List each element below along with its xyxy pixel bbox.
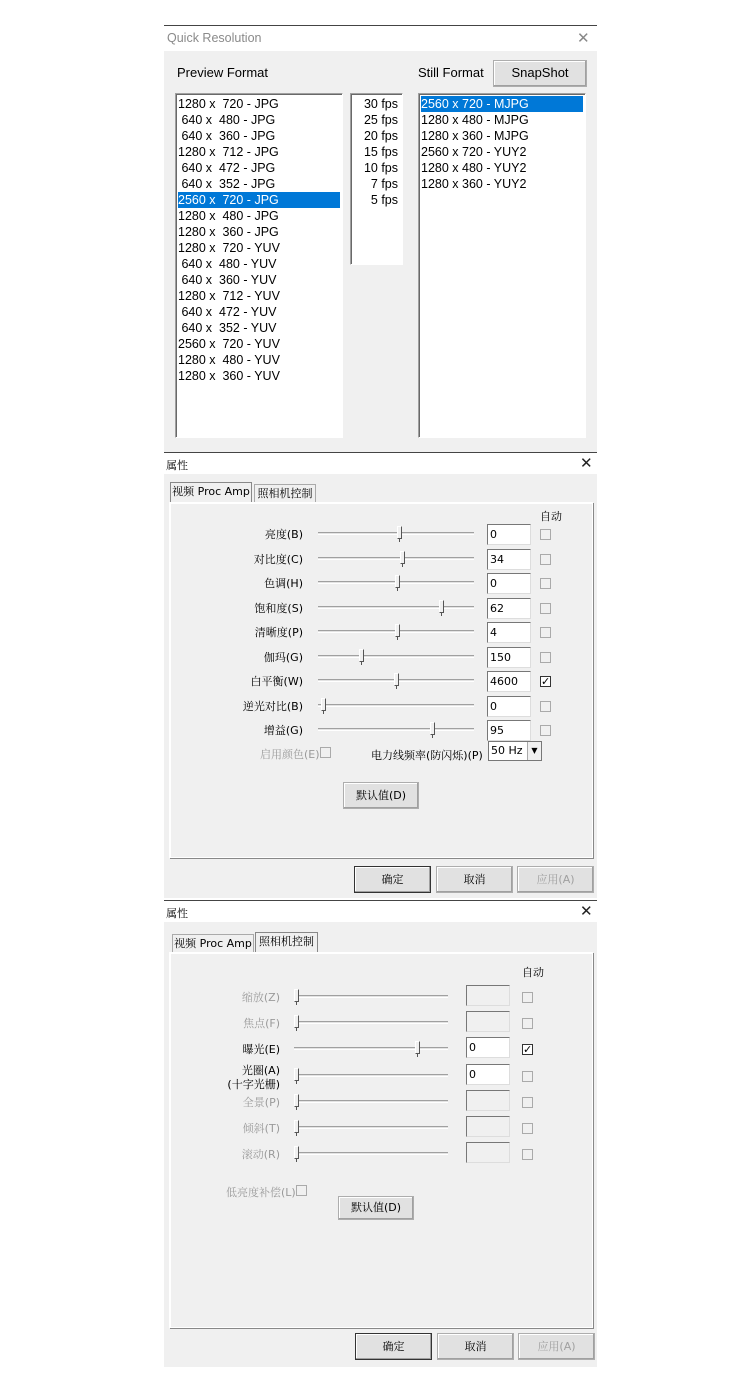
list-item[interactable]: 640 x 480 - YUV xyxy=(178,257,277,271)
title-bar xyxy=(164,900,597,922)
chevron-down-icon[interactable]: ▼ xyxy=(527,742,541,760)
list-item[interactable]: 2560 x 720 - YUV xyxy=(178,337,280,351)
value-field[interactable]: 0 xyxy=(487,573,531,594)
slider-track[interactable] xyxy=(318,606,474,609)
slider-track[interactable] xyxy=(294,1152,448,1155)
slider-thumb[interactable] xyxy=(395,624,400,637)
list-item[interactable]: 1280 x 720 - JPG xyxy=(178,97,279,111)
auto-checkbox[interactable] xyxy=(522,1071,533,1082)
tab-panel xyxy=(169,952,593,1328)
slider-track[interactable] xyxy=(294,1100,448,1103)
property-label: 饱和度(S) xyxy=(254,601,303,615)
default-values-button[interactable]: 默认值(D) xyxy=(343,782,419,809)
property-label: 滚动(R) xyxy=(241,1148,280,1162)
slider-thumb[interactable] xyxy=(400,551,405,564)
slider-thumb[interactable] xyxy=(395,575,400,588)
cancel-button[interactable]: 取消 xyxy=(436,866,513,893)
auto-checkbox[interactable] xyxy=(522,1018,533,1029)
list-item[interactable]: 1280 x 360 - MJPG xyxy=(421,129,529,143)
value-field[interactable]: 0 xyxy=(487,524,531,545)
list-item[interactable]: 2560 x 720 - YUY2 xyxy=(421,145,527,159)
list-item[interactable]: 640 x 352 - YUV xyxy=(178,321,277,335)
slider-track[interactable] xyxy=(318,704,474,707)
list-item[interactable]: 2560 x 720 - MJPG xyxy=(421,96,583,112)
property-label: 色调(H) xyxy=(264,577,303,590)
value-field[interactable]: 4600 xyxy=(487,671,531,692)
slider-track[interactable] xyxy=(294,1126,448,1129)
list-item[interactable]: 1280 x 712 - JPG xyxy=(178,145,279,159)
value-field[interactable]: 95 xyxy=(487,720,531,741)
list-item[interactable]: 1280 x 712 - YUV xyxy=(178,289,280,303)
powerline-frequency-value: 50 Hz xyxy=(491,744,523,757)
still-format-label: Still Format xyxy=(418,65,484,80)
default-values-button[interactable]: 默认值(D) xyxy=(338,1196,414,1220)
slider-thumb[interactable] xyxy=(439,600,444,613)
slider-thumb[interactable] xyxy=(321,698,326,711)
list-item[interactable]: 7 fps xyxy=(370,177,398,191)
value-field[interactable] xyxy=(466,1116,510,1137)
window-title: 属性 xyxy=(166,459,188,472)
cancel-button[interactable]: 取消 xyxy=(437,1333,514,1360)
apply-button[interactable]: 应用(A) xyxy=(518,1333,595,1360)
auto-checkbox[interactable]: ✓ xyxy=(541,675,551,688)
slider-thumb[interactable] xyxy=(294,1068,299,1081)
property-label: 清晰度(P) xyxy=(254,626,303,639)
list-item[interactable]: 1280 x 480 - MJPG xyxy=(421,113,529,127)
list-item[interactable]: 1280 x 360 - YUY2 xyxy=(421,177,527,191)
slider-track[interactable] xyxy=(294,995,448,998)
property-label: 白平衡(W) xyxy=(250,675,303,688)
ok-button[interactable]: 确定 xyxy=(354,866,431,893)
list-item[interactable]: 5 fps xyxy=(370,193,398,207)
title-bar xyxy=(164,25,597,51)
still-format-list[interactable] xyxy=(418,93,586,438)
list-item[interactable]: 25 fps xyxy=(363,113,398,127)
list-item[interactable]: 640 x 472 - JPG xyxy=(178,161,276,175)
slider-thumb[interactable] xyxy=(294,989,299,1002)
list-item[interactable]: 640 x 360 - JPG xyxy=(178,129,276,143)
list-item[interactable]: 640 x 352 - JPG xyxy=(178,177,276,191)
camera-control-properties-window xyxy=(164,900,597,1367)
list-item[interactable]: 1280 x 720 - YUV xyxy=(178,241,280,255)
property-label: 曝光(E) xyxy=(242,1043,280,1057)
property-label: 全景(P) xyxy=(242,1095,280,1109)
property-label: 增益(G) xyxy=(263,724,303,737)
list-item[interactable]: 640 x 360 - YUV xyxy=(178,273,277,287)
preview-format-label: Preview Format xyxy=(177,65,269,80)
list-item[interactable]: 10 fps xyxy=(363,161,398,175)
value-field[interactable]: 0 xyxy=(466,1037,510,1058)
auto-checkbox[interactable] xyxy=(540,529,551,540)
list-item[interactable]: 1280 x 480 - YUY2 xyxy=(421,161,527,175)
enable-color-label: 启用颜色(E) xyxy=(260,748,320,761)
value-field[interactable]: 0 xyxy=(487,696,531,717)
tab-video-proc-amp[interactable]: 视频 Proc Amp xyxy=(172,934,254,952)
window-title: 属性 xyxy=(166,907,188,920)
property-label: 逆光对比(B) xyxy=(242,699,303,713)
slider-thumb[interactable] xyxy=(415,1041,420,1054)
tab-camera-control[interactable]: 照相机控制 xyxy=(254,484,316,502)
close-icon[interactable]: ✕ xyxy=(580,902,593,920)
close-icon[interactable]: ✕ xyxy=(580,454,593,472)
value-field[interactable]: 0 xyxy=(466,1064,510,1085)
auto-checkbox[interactable] xyxy=(522,1097,533,1108)
auto-checkbox[interactable] xyxy=(540,725,551,736)
property-label: 伽玛(G) xyxy=(263,650,303,664)
title-bar xyxy=(164,452,597,474)
list-item[interactable]: 640 x 472 - YUV xyxy=(178,305,277,319)
slider-track[interactable] xyxy=(294,1074,448,1077)
property-label: 倾斜(T) xyxy=(242,1122,280,1135)
list-item[interactable]: 20 fps xyxy=(363,129,398,143)
auto-checkbox[interactable] xyxy=(540,627,551,638)
value-field[interactable]: 62 xyxy=(487,598,531,619)
property-label: 焦点(F) xyxy=(243,1017,280,1031)
property-label: 缩放(Z) xyxy=(241,991,280,1004)
property-label: 亮度(B) xyxy=(264,528,303,541)
slider-thumb[interactable] xyxy=(430,722,435,735)
list-item[interactable]: 1280 x 360 - YUV xyxy=(178,369,280,383)
slider-thumb[interactable] xyxy=(394,673,399,686)
list-item[interactable]: 30 fps xyxy=(363,97,398,111)
slider-thumb[interactable] xyxy=(294,1015,299,1028)
slider-thumb[interactable] xyxy=(294,1094,299,1107)
auto-checkbox[interactable] xyxy=(540,578,551,589)
auto-checkbox[interactable] xyxy=(522,1149,533,1160)
value-field[interactable] xyxy=(466,1090,510,1111)
low-light-compensation-checkbox[interactable] xyxy=(296,1185,307,1196)
property-sublabel: (十字光栅) xyxy=(227,1077,280,1091)
procamp-properties-window xyxy=(164,452,597,898)
auto-checkbox[interactable] xyxy=(540,652,551,663)
preview-format-list[interactable] xyxy=(175,93,343,438)
value-field[interactable]: 34 xyxy=(487,549,531,570)
quick-resolution-window xyxy=(164,25,597,452)
value-field[interactable] xyxy=(466,985,510,1006)
list-item[interactable]: 2560 x 720 - JPG xyxy=(178,192,340,208)
list-item[interactable]: 1280 x 360 - JPG xyxy=(178,225,279,239)
fps-list[interactable] xyxy=(350,93,403,265)
slider-track[interactable] xyxy=(294,1047,448,1050)
value-field[interactable] xyxy=(466,1011,510,1032)
slider-thumb[interactable] xyxy=(294,1146,299,1159)
value-field[interactable] xyxy=(466,1142,510,1163)
window-title: Quick Resolution xyxy=(167,31,262,45)
slider-thumb[interactable] xyxy=(294,1120,299,1133)
auto-checkbox[interactable] xyxy=(522,992,533,1003)
slider-track[interactable] xyxy=(318,557,474,560)
list-item[interactable]: 640 x 480 - JPG xyxy=(178,113,276,127)
auto-header: 自动 xyxy=(522,966,544,979)
value-field[interactable]: 150 xyxy=(487,647,531,668)
auto-checkbox[interactable] xyxy=(540,554,551,565)
slider-track[interactable] xyxy=(318,728,474,731)
list-item[interactable]: 1280 x 480 - YUV xyxy=(178,353,280,367)
powerline-frequency-label: 电力线频率(防闪烁)(P) xyxy=(371,749,483,762)
ok-button[interactable]: 确定 xyxy=(355,1333,432,1360)
auto-header: 自动 xyxy=(540,510,562,523)
tab-video-proc-amp[interactable]: 视频 Proc Amp xyxy=(170,482,252,502)
close-icon[interactable]: ✕ xyxy=(577,29,590,47)
list-item[interactable]: 15 fps xyxy=(363,145,398,159)
apply-button[interactable]: 应用(A) xyxy=(517,866,594,893)
enable-color-checkbox[interactable] xyxy=(320,747,331,758)
snapshot-button[interactable]: SnapShot xyxy=(493,60,587,87)
property-label: 对比度(C) xyxy=(253,552,303,566)
auto-checkbox[interactable]: ✓ xyxy=(523,1043,533,1057)
list-item[interactable]: 1280 x 480 - JPG xyxy=(178,209,279,223)
slider-thumb[interactable] xyxy=(359,649,364,662)
value-field[interactable]: 4 xyxy=(487,622,531,643)
auto-checkbox[interactable] xyxy=(540,701,551,712)
slider-track[interactable] xyxy=(294,1021,448,1024)
auto-checkbox[interactable] xyxy=(522,1123,533,1134)
slider-thumb[interactable] xyxy=(397,526,402,539)
powerline-frequency-select[interactable] xyxy=(488,741,542,761)
tab-camera-control[interactable]: 照相机控制 xyxy=(255,932,318,952)
low-light-compensation-label: 低亮度补偿(L) xyxy=(226,1186,296,1199)
slider-track[interactable] xyxy=(318,655,474,658)
auto-checkbox[interactable] xyxy=(540,603,551,614)
property-label: 光圈(A) xyxy=(241,1063,280,1077)
